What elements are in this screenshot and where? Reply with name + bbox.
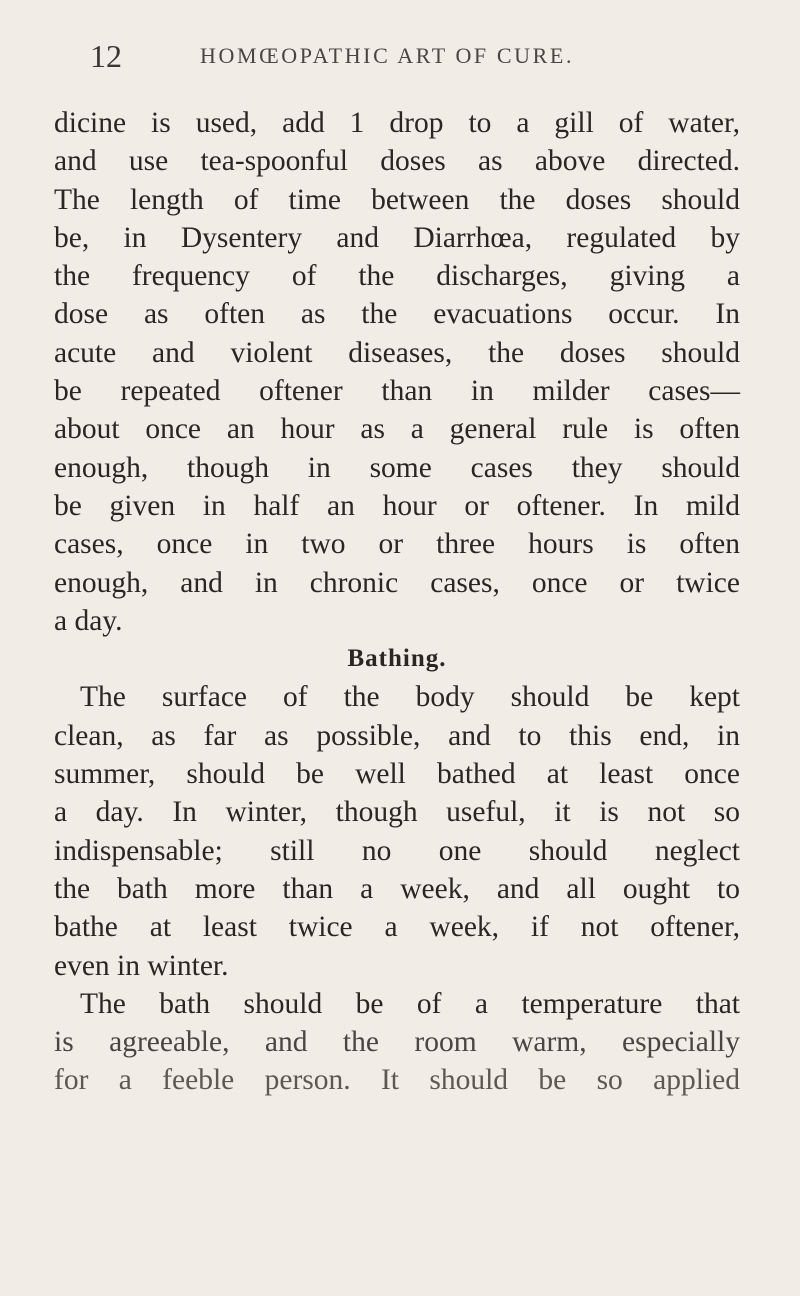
text-line: The bath should be of a temperature that xyxy=(80,987,740,1020)
page-header xyxy=(90,36,740,76)
text-line: be repeated oftener than in milder cases— xyxy=(54,375,740,408)
text-line: a day. In winter, though useful, it is not so xyxy=(54,796,740,829)
text-line: acute and violent diseases, the doses should xyxy=(54,336,740,369)
text-line: and use tea-spoonful doses as above directed. xyxy=(54,145,740,178)
text-line: enough, and in chronic cases, once or twice xyxy=(54,566,740,599)
text-line: even in winter. xyxy=(54,949,229,982)
text-line: enough, though in some cases they should xyxy=(54,451,740,484)
text-line: The length of time between the doses should xyxy=(54,183,740,216)
text-line: for a feeble person. It should be so applied xyxy=(54,1064,740,1097)
text-line: dicine is used, add 1 drop to a gill of water, xyxy=(54,107,740,139)
text-line: dose as often as the evacuations occur. In xyxy=(54,298,740,331)
text-line: a day. xyxy=(54,604,123,637)
page-number: 12 xyxy=(90,38,122,74)
running-title: HOMŒOPATHIC ART OF CURE. xyxy=(200,43,575,68)
text-line: be given in half an hour or oftener. In mild xyxy=(54,489,740,522)
text-line: clean, as far as possible, and to this end, in xyxy=(54,719,740,752)
text-line: cases, once in two or three hours is often xyxy=(54,528,740,561)
text-line: bathe at least twice a week, if not oftener, xyxy=(54,911,740,944)
text-line: about once an hour as a general rule is often xyxy=(54,413,740,446)
text-line: summer, should be well bathed at least once xyxy=(54,758,740,791)
text-line: indispensable; still no one should neglect xyxy=(54,834,740,867)
text-line: be, in Dysentery and Diarrhœa, regulated by xyxy=(54,221,740,254)
text-line: the bath more than a week, and all ought to xyxy=(54,872,740,905)
text-line: is agreeable, and the room warm, especially xyxy=(54,1026,740,1059)
section-heading: Bathing. xyxy=(347,645,447,673)
text-line: the frequency of the discharges, giving a xyxy=(54,260,740,293)
text-line: The surface of the body should be kept xyxy=(80,681,740,714)
body-text xyxy=(54,104,740,1100)
